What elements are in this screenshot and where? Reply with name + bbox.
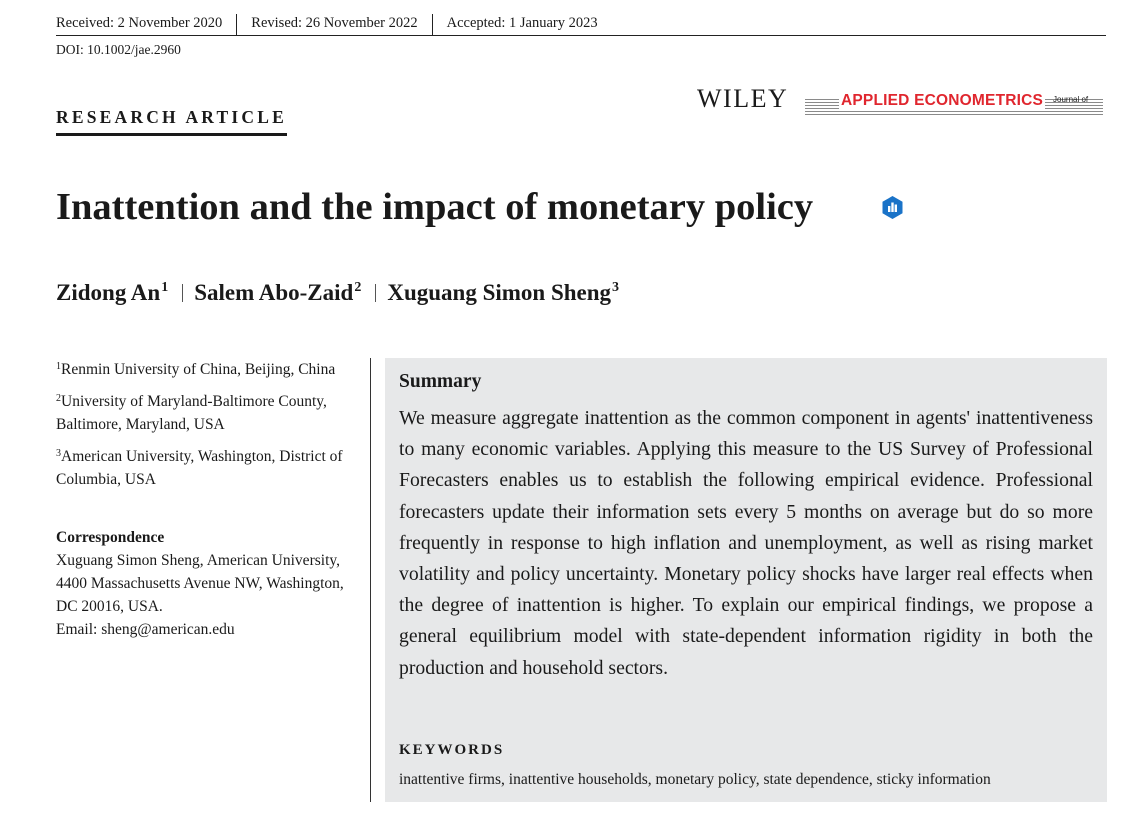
correspondence-address: Xuguang Simon Sheng, American University, 4400 Massachusetts Avenue NW, Washington, DC 20016, USA. bbox=[56, 552, 344, 615]
author[interactable]: Salem Abo-Zaid$^2$ bbox=[194, 280, 362, 305]
publisher-logo[interactable] bbox=[697, 84, 1103, 114]
revised-date: Revised: 26 November 2022 bbox=[236, 14, 431, 36]
affiliation: $^2$University of Maryland-Baltimore County, Baltimore, Maryland, USA bbox=[56, 393, 327, 433]
article-title: Inattention and the impact of monetary policy bbox=[56, 186, 814, 228]
correspondence-email[interactable]: Email: sheng@american.edu bbox=[56, 621, 235, 638]
keywords-heading: KEYWORDS bbox=[399, 742, 505, 758]
open-data-badge-icon[interactable] bbox=[880, 195, 905, 220]
author-list bbox=[56, 280, 619, 306]
summary-text: We measure aggregate inattention as the common component in agents' inattentiveness to many economic variables. Applying this measure to the US Survey of Professional Forecasters enables us to establish the following empirical evidence. Professional forecasters update their information sets every 5 months on average but do so more frequently in response to high inflation and unemployment, as well as rising market volatility and policy uncertainty. Monetary policy shocks have larger real effects when the degree of inattention is higher. To explain our empirical findings, we propose a general equilibrium model with state-dependent information rigidity in both the production and household sectors. bbox=[399, 407, 1093, 679]
column-divider bbox=[370, 358, 371, 802]
publication-dates bbox=[56, 14, 1106, 36]
author-separator bbox=[182, 284, 183, 302]
journal-of-label: Journal of bbox=[1053, 95, 1089, 104]
affiliation: $^1$Renmin University of China, Beijing, China bbox=[56, 361, 336, 378]
received-date: Received: 2 November 2020 bbox=[56, 15, 223, 31]
journal-name: APPLIED ECONOMETRICS bbox=[841, 92, 1044, 109]
author[interactable]: Zidong An$^1$ bbox=[56, 280, 169, 305]
article-type-label: RESEARCH ARTICLE bbox=[56, 107, 287, 136]
summary-heading: Summary bbox=[399, 371, 482, 392]
affiliations bbox=[56, 355, 356, 497]
affiliation: $^3$American University, Washington, District of Columbia, USA bbox=[56, 448, 343, 488]
abstract-box bbox=[385, 358, 1107, 802]
wiley-logo: WILEY bbox=[697, 84, 789, 113]
author[interactable]: Xuguang Simon Sheng$^3$ bbox=[387, 280, 620, 305]
accepted-date: Accepted: 1 January 2023 bbox=[432, 14, 612, 36]
author-separator bbox=[375, 284, 376, 302]
correspondence bbox=[56, 526, 356, 641]
correspondence-heading: Correspondence bbox=[56, 529, 165, 546]
keywords-text: inattentive firms, inattentive households, monetary policy, state dependence, sticky information bbox=[399, 771, 991, 788]
doi[interactable]: DOI: 10.1002/jae.2960 bbox=[56, 42, 181, 57]
